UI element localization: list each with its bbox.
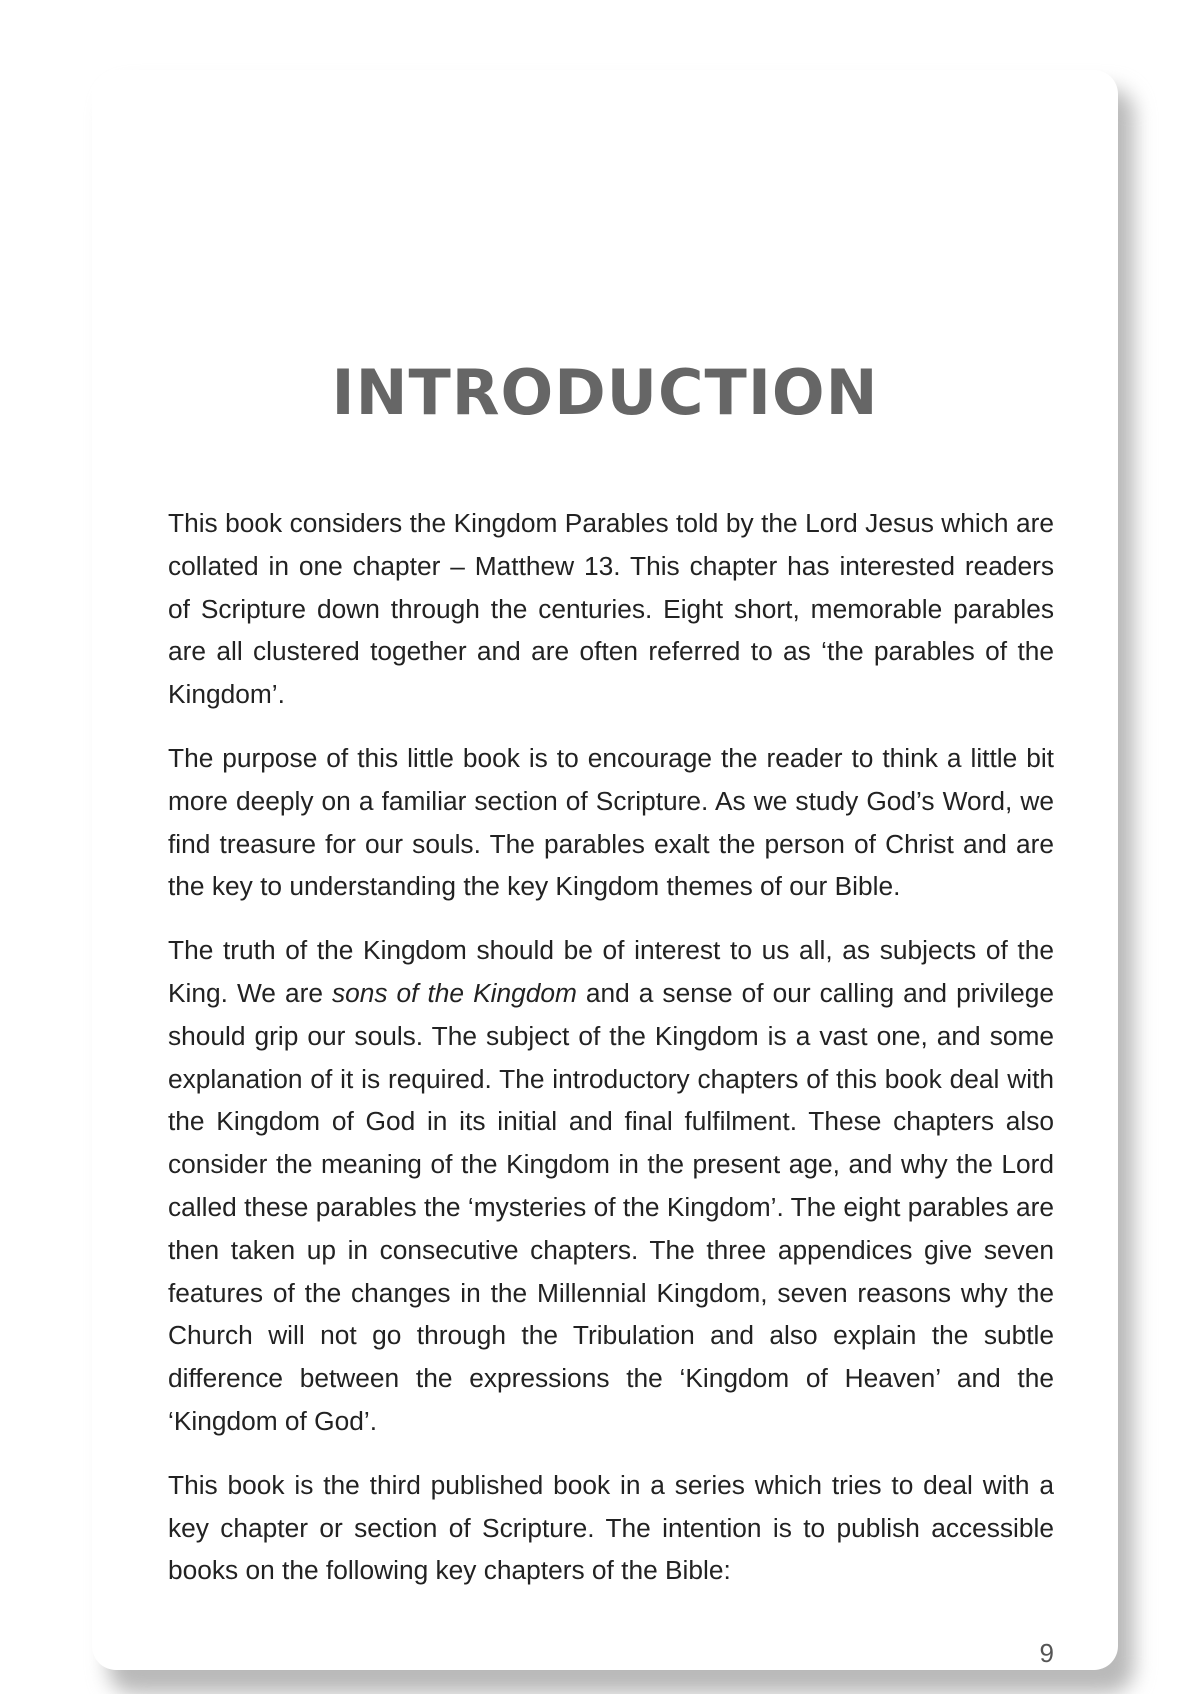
book-page — [92, 70, 1118, 1670]
paragraph-3 — [168, 929, 1054, 1443]
paragraph-3-start: The truth of the Kingdom should be of interest to us all, as subjects of the King. We are — [168, 935, 1054, 1008]
paragraph-3-italic: sons of the Kingdom — [331, 977, 577, 1008]
paragraph-1: This book considers the Kingdom Parables told by the Lord Jesus which are collated in one chapter – Matthew 13. This chapter has interested readers of Scripture down through the centuries. Eight short, memorable parables are all clustered together and are often referred to as ‘the parables of the Kingdom’. — [168, 508, 1054, 710]
page-number: 9 — [1039, 1638, 1054, 1668]
paragraph-2: The purpose of this little book is to encourage the reader to think a little bit more deeply on a familiar section of Scripture. As we study God’s Word, we find treasure for our souls. The parables exalt the person of Christ and are the key to understanding the key Kingdom themes of our Bible. — [168, 742, 1054, 902]
paragraph-3-end: and a sense of our calling and privilege should grip our souls. The subject of the Kingdom is a vast one, and some explanation of it is required. The introductory chapters of this book deal with the Kingdom of God in its initial and final fulfilment. These chapters also consider the meaning of the Kingdom in the present age, and why the Lord called these parables the ‘mysteries of the Kingdom’. The eight parables are then taken up in consecutive chapters. The three appendices give seven features of the changes in the Millennial Kingdom, seven reasons why the Church will not go through the Tribulation and also explain the subtle difference between the expressions the ‘Kingdom of Heaven’ and the ‘Kingdom of God’. — [168, 977, 1054, 1436]
body-text — [168, 502, 1054, 1613]
page-title: INTRODUCTION — [331, 356, 879, 429]
paragraph-4: This book is the third published book in a series which tries to deal with a key chapter or section of Scripture. The intention is to publish accessible books on the following key chapters of the Bible: — [168, 1469, 1054, 1586]
